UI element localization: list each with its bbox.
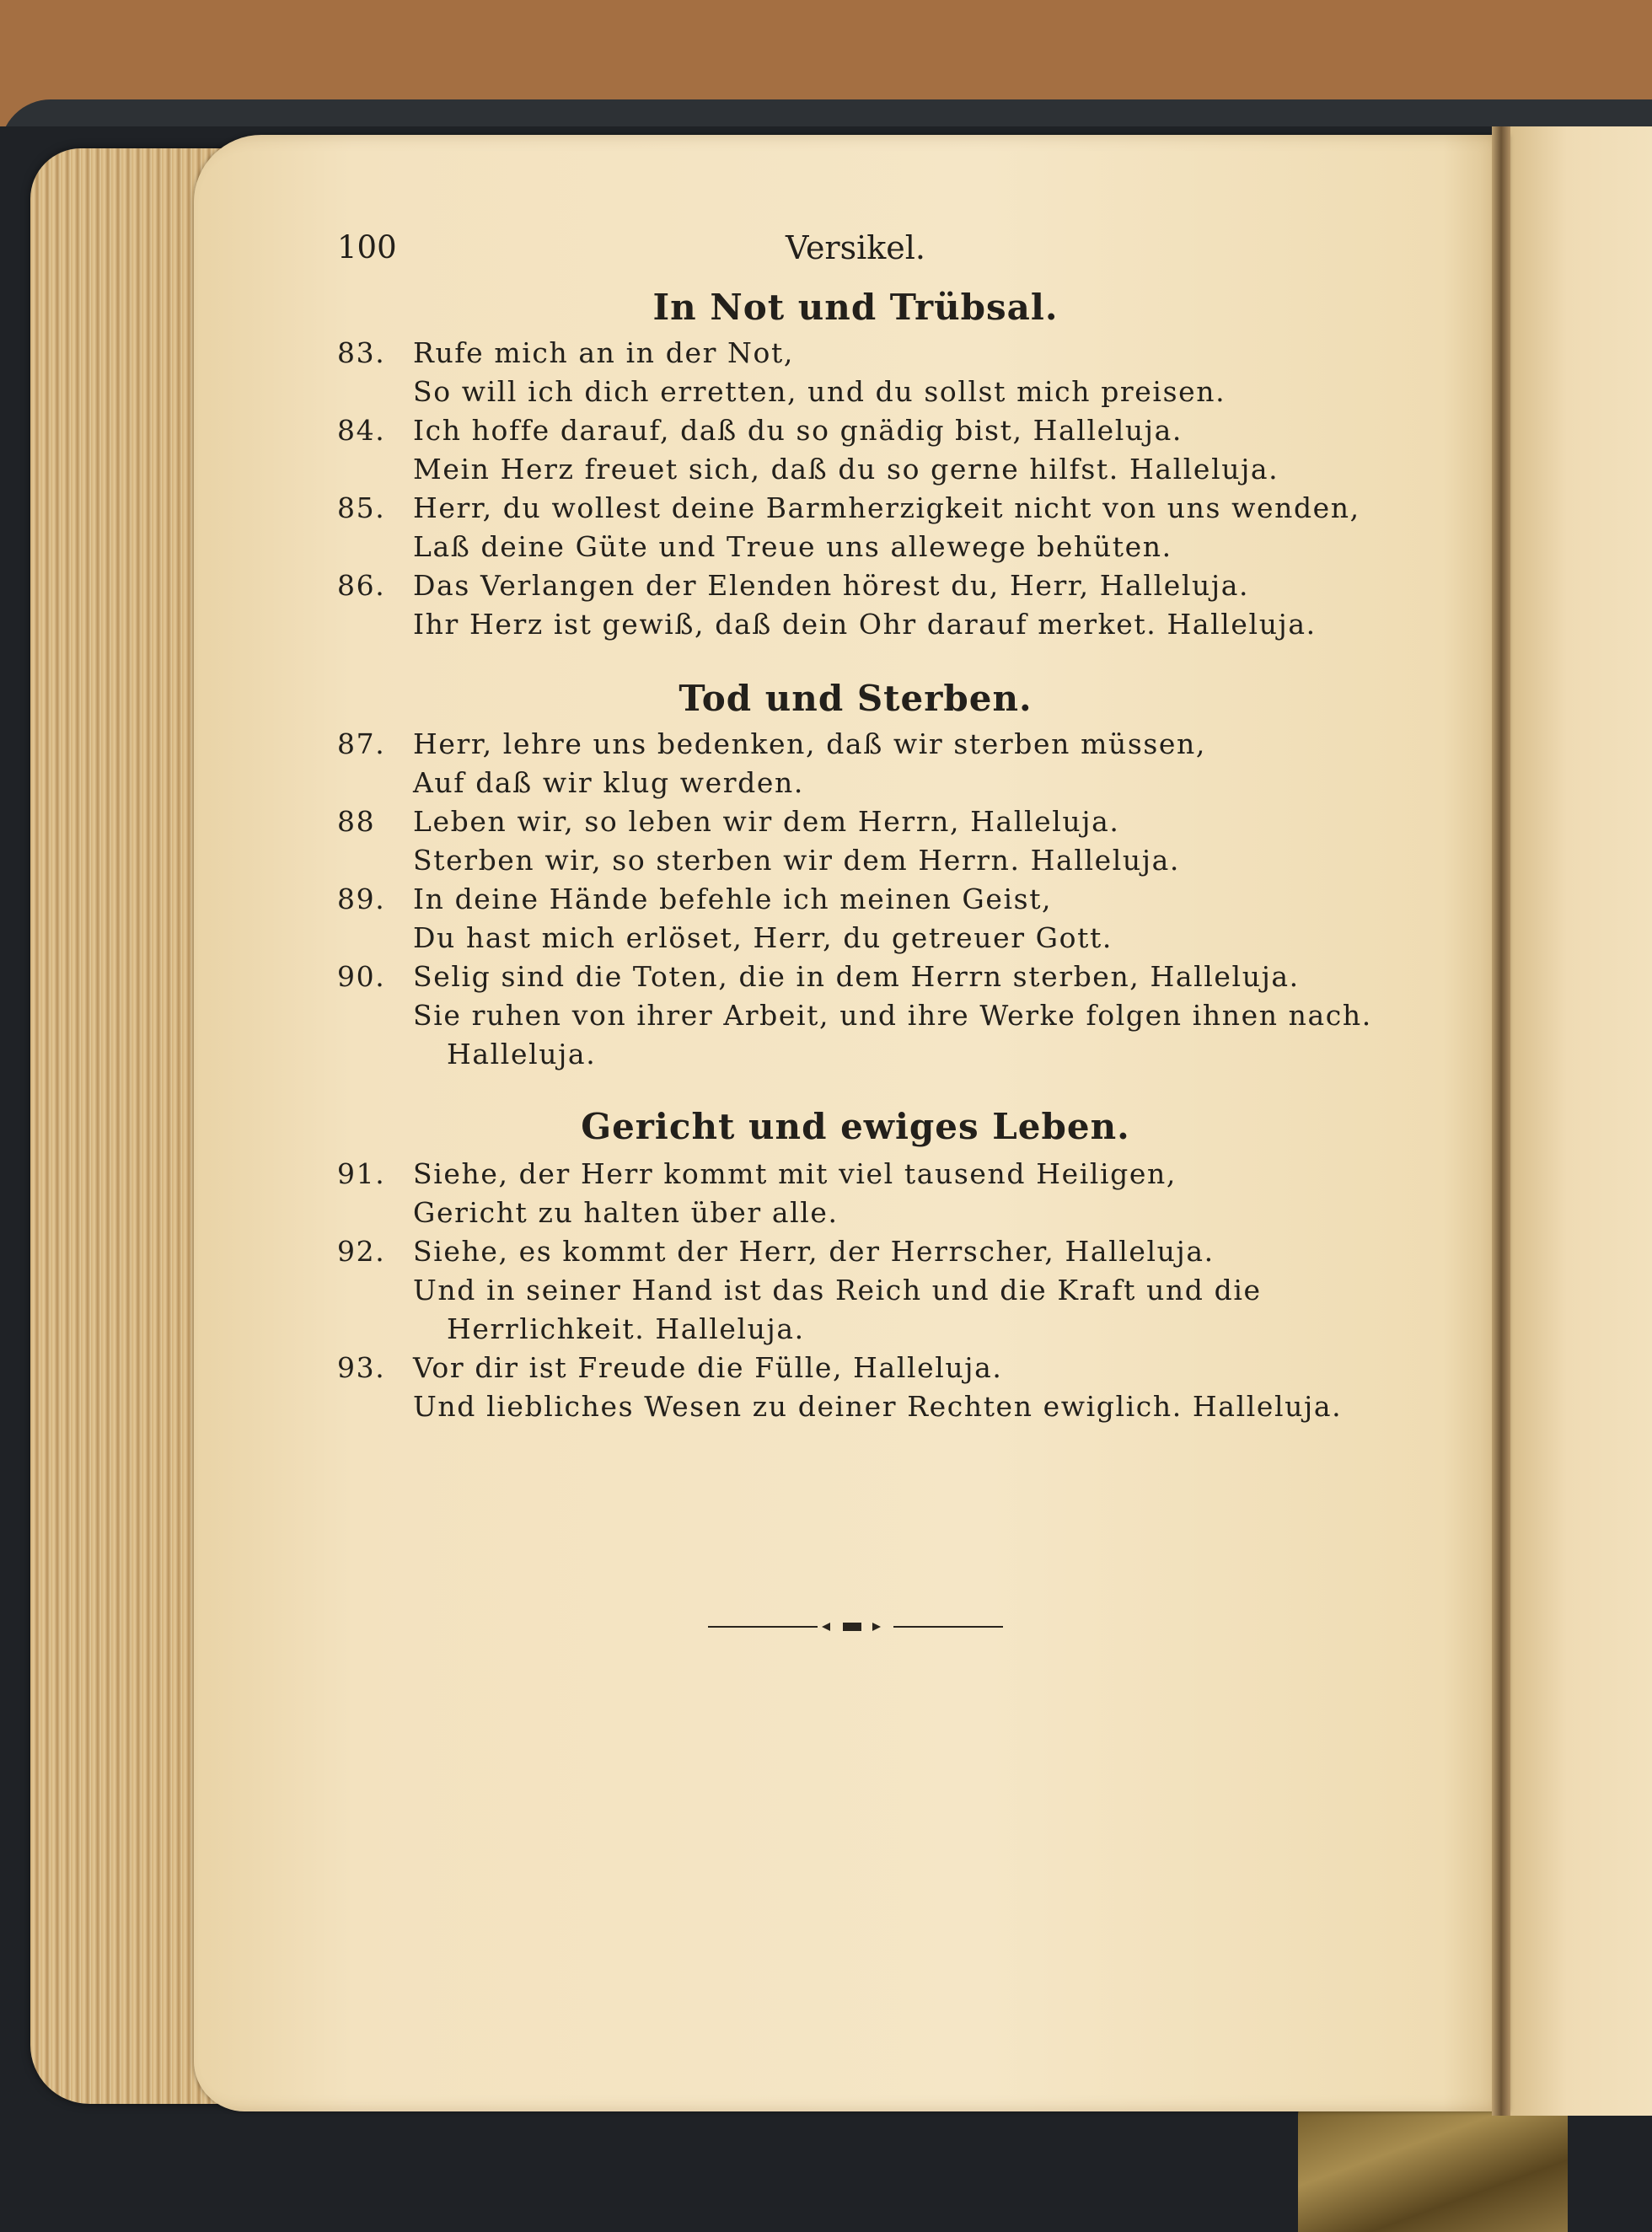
facing-page-edge	[1510, 126, 1652, 2116]
verse-text: Das Verlangen der Elenden hörest du, Herr, Halleluja.	[413, 569, 1250, 602]
verse-89	[329, 880, 1382, 958]
verse-87	[329, 725, 1382, 802]
ornament-divider	[708, 1618, 1003, 1635]
verse-line	[329, 1271, 1382, 1310]
verse-line	[329, 1232, 1382, 1271]
verse-line	[329, 764, 1382, 802]
verse-text: Ihr Herz ist gewiß, daß dein Ohr darauf merket. Halleluja.	[413, 608, 1317, 641]
verse-number: 92.	[337, 1235, 386, 1268]
section-title: Gericht und ewiges Leben.	[581, 1106, 1130, 1147]
verse-number: 91.	[337, 1157, 386, 1190]
verse-text: Sterben wir, so sterben wir dem Herrn. Halleluja.	[413, 844, 1180, 877]
verse-line	[329, 411, 1382, 450]
verse-line	[329, 1194, 1382, 1232]
section-not-und-truebsal	[329, 282, 1382, 644]
verse-text: Siehe, es kommt der Herr, der Herrscher, Halleluja.	[413, 1235, 1215, 1268]
verse-line	[329, 1155, 1382, 1194]
book-gutter	[1492, 126, 1510, 2116]
verse-line	[329, 566, 1382, 605]
verse-text: Selig sind die Toten, die in dem Herrn sterben, Halleluja.	[413, 960, 1300, 993]
verse-line	[329, 450, 1382, 489]
verse-text: So will ich dich erretten, und du sollst mich preisen.	[413, 375, 1226, 408]
verse-text: Und in seiner Hand ist das Reich und die Kraft und die	[413, 1274, 1262, 1306]
verse-number: 84.	[337, 414, 386, 447]
verse-text: Mein Herz freuet sich, daß du so gerne hilfst. Halleluja.	[413, 453, 1279, 486]
page-number: 100	[337, 229, 397, 266]
verse-text: Du hast mich erlöset, Herr, du getreuer Gott.	[413, 921, 1113, 954]
verse-text: Und liebliches Wesen zu deiner Rechten ewiglich. Halleluja.	[413, 1390, 1343, 1423]
verse-number: 90.	[337, 960, 386, 993]
verse-number: 88	[337, 805, 376, 838]
verse-line	[329, 489, 1382, 528]
verse-text: Halleluja.	[447, 1038, 597, 1070]
verse-line	[329, 1387, 1382, 1426]
verse-93	[329, 1349, 1382, 1426]
verse-text: Siehe, der Herr kommt mit viel tausend Heiligen,	[413, 1157, 1177, 1190]
verse-text: Leben wir, so leben wir dem Herrn, Halleluja.	[413, 805, 1120, 838]
page-content	[329, 228, 1382, 1426]
verse-line	[329, 334, 1382, 373]
verse-line	[329, 528, 1382, 566]
verse-text: Ich hoffe darauf, daß du so gnädig bist, Halleluja.	[413, 414, 1183, 447]
verse-number: 85.	[337, 491, 386, 524]
verse-line-continuation	[329, 1310, 1382, 1349]
verse-text: In deine Hände befehle ich meinen Geist,	[413, 883, 1053, 915]
page-header	[329, 228, 1382, 278]
verse-line	[329, 725, 1382, 764]
verse-88	[329, 802, 1382, 880]
verse-line	[329, 919, 1382, 958]
verse-text: Herr, lehre uns bedenken, daß wir sterben müssen,	[413, 727, 1206, 760]
verse-line	[329, 841, 1382, 880]
section-gericht-und-ewiges-leben	[329, 1099, 1382, 1426]
verse-83	[329, 334, 1382, 411]
verse-text: Herr, du wollest deine Barmherzigkeit nicht von uns wenden,	[413, 491, 1360, 524]
verse-90	[329, 958, 1382, 1074]
verse-text: Gericht zu halten über alle.	[413, 1196, 839, 1229]
verse-85	[329, 489, 1382, 566]
verse-line	[329, 802, 1382, 841]
verse-line	[329, 605, 1382, 644]
verse-86	[329, 566, 1382, 644]
verse-number: 83.	[337, 336, 386, 369]
verse-line	[329, 1349, 1382, 1387]
running-head: Versikel.	[785, 229, 925, 266]
verse-number: 87.	[337, 727, 386, 760]
verse-line	[329, 996, 1382, 1035]
verse-line	[329, 958, 1382, 996]
verse-text: Rufe mich an in der Not,	[413, 336, 794, 369]
section-title: In Not und Trübsal.	[652, 287, 1059, 328]
verse-line	[329, 880, 1382, 919]
verse-text: Herrlichkeit. Halleluja.	[447, 1312, 805, 1345]
section-title: Tod und Sterben.	[678, 678, 1032, 719]
verse-91	[329, 1155, 1382, 1232]
verse-line-continuation	[329, 1035, 1382, 1074]
verse-text: Vor dir ist Freude die Fülle, Halleluja.	[413, 1351, 1003, 1384]
verse-92	[329, 1232, 1382, 1349]
verse-text: Laß deine Güte und Treue uns allewege behüten.	[413, 530, 1172, 563]
verse-number: 93.	[337, 1351, 386, 1384]
verse-text: Sie ruhen von ihrer Arbeit, und ihre Werke folgen ihnen nach.	[413, 999, 1372, 1032]
verse-line	[329, 373, 1382, 411]
verse-text: Auf daß wir klug werden.	[413, 766, 804, 799]
verse-number: 89.	[337, 883, 386, 915]
section-tod-und-sterben	[329, 673, 1382, 1074]
verse-84	[329, 411, 1382, 489]
verse-number: 86.	[337, 569, 386, 602]
